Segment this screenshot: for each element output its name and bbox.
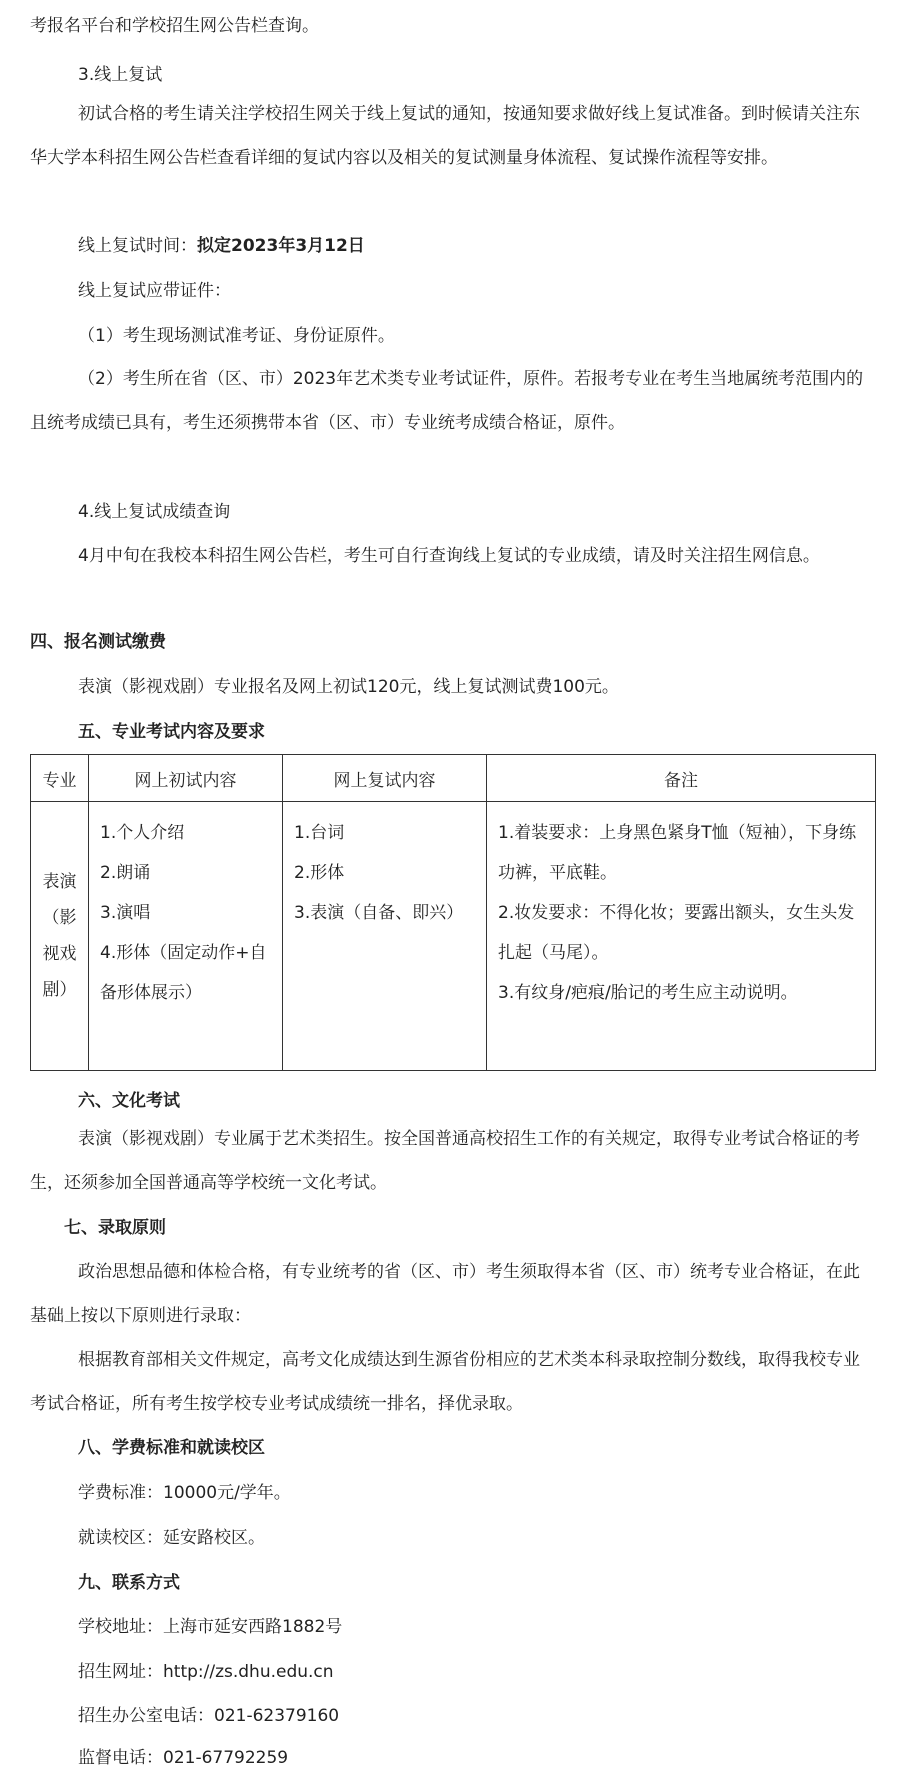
retest-document-1: （1）考生现场测试准考证、身份证原件。: [78, 326, 395, 346]
subsection-heading-score-query: 4.线上复试成绩查询: [78, 502, 231, 522]
contact-address: 学校地址：上海市延安西路1882号: [78, 1617, 343, 1637]
header-retest-content: 网上复试内容: [283, 755, 487, 802]
exam-requirements-table: [30, 754, 876, 1071]
contact-website: 招生网址：http://zs.dhu.edu.cn: [78, 1662, 334, 1682]
header-initial-content: 网上初试内容: [89, 755, 283, 802]
paragraph-admission-2: 根据教育部相关文件规定，高考文化成绩达到生源省份相应的艺术类本科录取控制分数线，取得我校专业考试合格证，所有考生按学校专业考试成绩统一排名，择优录取。: [30, 1350, 860, 1414]
list-item: 2.形体: [294, 863, 345, 883]
campus-line: 就读校区：延安路校区。: [78, 1528, 265, 1548]
list-item: 1.个人介绍: [100, 823, 185, 843]
retest-time-line: [78, 234, 365, 258]
contact-office-phone: 招生办公室电话：021-62379160: [78, 1706, 340, 1726]
subsection-heading-online-retest: 3.线上复试: [78, 65, 163, 85]
section-title-registration-fee: 四、报名测试缴费: [30, 632, 166, 652]
cell-notes: [487, 802, 876, 1071]
list-item: 3.表演（自备、即兴）: [294, 903, 464, 923]
cell-major: 表演（影视戏剧）: [31, 802, 89, 1071]
paragraph-culture-exam: 表演（影视戏剧）专业属于艺术类招生。按全国普通高校招生工作的有关规定，取得专业考试合格证的考生，还须参加全国普通高等学校统一文化考试。: [30, 1129, 860, 1193]
section-title-tuition-campus: 八、学费标准和就读校区: [78, 1438, 265, 1458]
paragraph-admission-1: 政治思想品德和体检合格，有专业统考的省（区、市）考生须取得本省（区、市）统考专业合格证，在此基础上按以下原则进行录取：: [30, 1262, 860, 1326]
section-title-admission-principles: 七、录取原则: [64, 1218, 166, 1238]
list-item: 1.着装要求：上身黑色紧身T恤（短袖），下身练功裤，平底鞋。: [498, 823, 857, 883]
list-item: 3.演唱: [100, 903, 151, 923]
retest-documents-title: 线上复试应带证件：: [78, 281, 231, 301]
paragraph-score-query: 4月中旬在我校本科招生网公告栏，考生可自行查询线上复试的专业成绩，请及时关注招生网信息。: [78, 546, 820, 566]
section-title-contact: 九、联系方式: [78, 1573, 180, 1593]
section-title-culture-exam: 六、文化考试: [78, 1091, 180, 1111]
paragraph-registration-fee: 表演（影视戏剧）专业报名及网上初试120元，线上复试测试费100元。: [78, 677, 619, 697]
continued-line: 考报名平台和学校招生网公告栏查询。: [30, 16, 319, 36]
header-major: 专业: [31, 755, 89, 802]
retest-time-value: 拟定2023年3月12日: [197, 236, 365, 256]
list-item: 2.妆发要求：不得化妆；要露出额头，女生头发扎起（马尾）。: [498, 903, 855, 963]
header-notes: 备注: [487, 755, 876, 802]
list-item: 1.台词: [294, 823, 345, 843]
list-item: 2.朗诵: [100, 863, 151, 883]
cell-retest-content: [283, 802, 487, 1071]
retest-document-2: （2）考生所在省（区、市）2023年艺术类专业考试证件，原件。若报考专业在考生当地属统考范围内的且统考成绩已具有，考生还须携带本省（区、市）专业统考成绩合格证，原件。: [30, 369, 864, 433]
list-item: 3.有纹身/疤痕/胎记的考生应主动说明。: [498, 983, 798, 1003]
cell-initial-content: [89, 802, 283, 1071]
list-item: 4.形体（固定动作+自备形体展示）: [100, 943, 267, 1003]
tuition-line: 学费标准：10000元/学年。: [78, 1483, 291, 1503]
section-title-exam-content: 五、专业考试内容及要求: [78, 722, 265, 742]
contact-supervise-phone: 监督电话：021-67792259: [78, 1748, 289, 1768]
paragraph-online-retest: 初试合格的考生请关注学校招生网关于线上复试的通知，按通知要求做好线上复试准备。到时候请关注东华大学本科招生网公告栏查看详细的复试内容以及相关的复试测量身体流程、复试操作流程等安排。: [30, 104, 860, 168]
table-header-row: [31, 755, 876, 802]
table-row: [31, 802, 876, 1071]
retest-time-label: 线上复试时间：: [78, 236, 197, 256]
